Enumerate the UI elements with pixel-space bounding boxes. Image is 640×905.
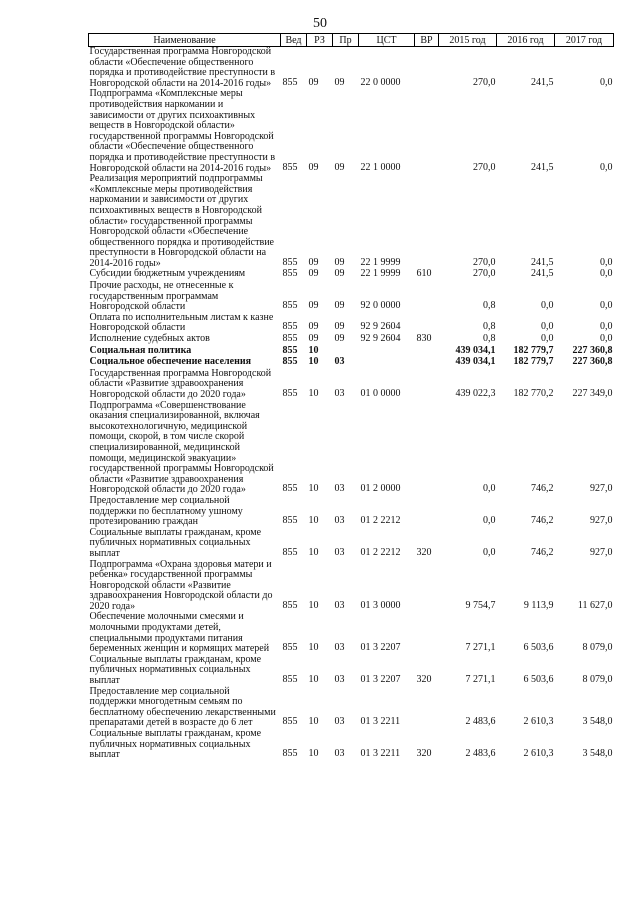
table-row <box>89 687 614 729</box>
name-cell: Подпрограмма «Совершенствование оказания специализированной, включая высокотехнологичную, медицинской помощи, скорой, в том числе скорой специализированной, медицинской помощи, медицинской эвакуации» государственной программы Новгородской области «Развитие здравоохранения Новгородской области до 2020 года» <box>89 399 274 496</box>
table-row <box>89 47 614 90</box>
budget-table <box>88 33 614 761</box>
amount-2016-cell: 0,0 <box>541 300 554 312</box>
amount-2016-cell: 0,0 <box>541 333 554 345</box>
rz-cell: 09 <box>308 268 319 280</box>
rz-cell: 10 <box>308 483 319 495</box>
amount-2017-cell: 8 079,0 <box>582 674 613 686</box>
name-cell: Социальное обеспечение населения <box>89 356 252 368</box>
pr-cell: 09 <box>334 321 345 333</box>
name-cell: Оплата по исполнительным листам к казне Новгородской области <box>89 311 274 334</box>
amount-2016-cell: 746,2 <box>531 483 554 495</box>
amount-2017-cell: 227 349,0 <box>572 388 613 399</box>
pr-cell: 09 <box>334 76 345 88</box>
pr-cell: 03 <box>334 356 345 368</box>
ved-cell: 855 <box>282 161 298 173</box>
amount-2017-cell: 3 548,0 <box>582 716 613 728</box>
amount-2015-cell: 0,0 <box>483 483 496 495</box>
cst-cell: 01 3 2211 <box>360 748 401 760</box>
vr-cell <box>415 687 439 729</box>
table-row <box>89 528 614 560</box>
amount-2017-cell: 0,0 <box>600 268 613 280</box>
pr-cell: 03 <box>334 642 345 654</box>
amount-2015-cell: 270,0 <box>473 268 496 280</box>
name-cell: Социальные выплаты гражданам, кроме публичных нормативных социальных выплат <box>89 728 262 761</box>
amount-2015-cell: 0,0 <box>483 546 496 558</box>
amount-2015-cell: 0,0 <box>483 515 496 527</box>
vr-cell <box>415 89 439 174</box>
amount-2016-cell: 746,2 <box>531 515 554 527</box>
vr-cell: 320 <box>416 748 432 760</box>
pr-cell: 03 <box>334 674 345 686</box>
amount-2017-cell: 0,0 <box>600 161 613 173</box>
cst-cell: 01 3 2211 <box>360 716 401 728</box>
table-row <box>89 729 614 761</box>
amount-2016-cell: 241,5 <box>531 161 554 173</box>
header-2017: 2017 год <box>555 34 614 47</box>
amount-2016-cell: 241,5 <box>531 76 554 88</box>
vr-cell <box>415 612 439 654</box>
name-cell: Исполнение судебных актов <box>89 333 210 345</box>
amount-2015-cell: 439 022,3 <box>455 388 496 399</box>
cst-cell <box>359 357 415 369</box>
header-rz: РЗ <box>307 34 333 47</box>
pr-cell: 03 <box>334 716 345 728</box>
amount-2016-cell: 746,2 <box>531 546 554 558</box>
name-cell: Социальная политика <box>89 344 192 356</box>
cst-cell: 22 1 0000 <box>360 161 401 173</box>
vr-cell: 320 <box>416 674 432 686</box>
name-cell: Прочие расходы, не отнесенные к государственным программам Новгородской области <box>89 280 234 313</box>
header-name: Наименование <box>89 34 281 47</box>
amount-2015-cell: 270,0 <box>473 256 496 268</box>
vr-cell <box>415 357 439 369</box>
ved-cell: 855 <box>282 642 298 654</box>
amount-2015-cell: 0,8 <box>483 333 496 345</box>
name-cell: Государственная программа Новгородской области «Обеспечение общественного порядка и противодействие преступности в Новгородской области на 2014-2016 годы» <box>89 46 276 89</box>
ved-cell: 855 <box>282 256 298 268</box>
amount-2016-cell: 2 610,3 <box>523 748 554 760</box>
cst-cell: 01 3 2207 <box>360 674 401 686</box>
ved-cell: 855 <box>282 716 298 728</box>
rz-cell: 10 <box>308 674 319 686</box>
table-row <box>89 612 614 654</box>
table-row <box>89 281 614 313</box>
rz-cell: 09 <box>308 256 319 268</box>
amount-2015-cell: 439 034,1 <box>455 356 496 368</box>
name-cell: Социальные выплаты гражданам, кроме публичных нормативных социальных выплат <box>89 526 262 559</box>
ved-cell: 855 <box>282 748 298 760</box>
ved-cell: 855 <box>282 546 298 558</box>
amount-2016-cell: 2 610,3 <box>523 716 554 728</box>
pr-cell: 09 <box>334 300 345 312</box>
pr-cell: 03 <box>334 483 345 495</box>
header-vr: ВР <box>415 34 439 47</box>
amount-2017-cell: 0,0 <box>600 256 613 268</box>
rz-cell: 09 <box>308 76 319 88</box>
rz-cell: 10 <box>308 716 319 728</box>
vr-cell <box>415 313 439 334</box>
vr-cell <box>415 281 439 313</box>
rz-cell: 09 <box>308 333 319 345</box>
page-number: 50 <box>313 16 327 31</box>
amount-2016-cell: 182 779,7 <box>513 344 554 356</box>
name-cell: Предоставление мер социальной поддержки многодетным семьям по бесплатному обеспечению лекарственными препаратами детей в возрасте до 6 лет <box>89 685 276 729</box>
cst-cell: 22 0 0000 <box>360 76 401 88</box>
table-row <box>89 89 614 174</box>
rz-cell: 10 <box>308 515 319 527</box>
amount-2015-cell: 0,8 <box>483 321 496 333</box>
table-row <box>89 655 614 687</box>
ved-cell: 855 <box>282 76 298 88</box>
pr-cell: 03 <box>334 748 345 760</box>
name-cell: Подпрограмма «Охрана здоровья матери и ребенка» государственной программы Новгородской области «Развитие здравоохранения Новгородской области до 2020 года» <box>89 558 273 612</box>
header-cst: ЦСТ <box>359 34 415 47</box>
amount-2015-cell: 439 034,1 <box>455 344 496 356</box>
table-row <box>89 334 614 346</box>
vr-cell: 830 <box>416 333 432 345</box>
cst-cell: 92 9 2604 <box>360 333 401 345</box>
cst-cell <box>359 346 415 358</box>
ved-cell: 855 <box>282 333 298 345</box>
vr-cell <box>415 174 439 269</box>
amount-2016-cell: 6 503,6 <box>523 642 554 654</box>
cst-cell: 01 2 2212 <box>360 546 401 558</box>
table-row <box>89 496 614 528</box>
amount-2015-cell: 2 483,6 <box>465 716 496 728</box>
vr-cell <box>415 369 439 401</box>
rz-cell: 10 <box>308 356 319 368</box>
pr-cell: 03 <box>334 546 345 558</box>
ved-cell: 855 <box>282 599 298 611</box>
ved-cell: 855 <box>282 483 298 495</box>
table-row <box>89 313 614 334</box>
amount-2015-cell: 9 754,7 <box>465 599 496 611</box>
vr-cell <box>415 401 439 496</box>
amount-2017-cell: 0,0 <box>600 333 613 345</box>
name-cell: Субсидии бюджетным учреждениям <box>89 268 246 280</box>
header-pr: Пр <box>333 34 359 47</box>
header-2016: 2016 год <box>497 34 555 47</box>
amount-2017-cell: 227 360,8 <box>572 344 613 356</box>
rz-cell: 10 <box>308 344 319 356</box>
ved-cell: 855 <box>282 268 298 280</box>
pr-cell: 09 <box>334 256 345 268</box>
rz-cell: 10 <box>308 388 319 399</box>
amount-2017-cell: 927,0 <box>590 515 613 527</box>
table-row <box>89 369 614 401</box>
amount-2016-cell: 0,0 <box>541 321 554 333</box>
name-cell: Социальные выплаты гражданам, кроме публичных нормативных социальных выплат <box>89 653 262 687</box>
vr-cell: 610 <box>416 268 432 280</box>
pr-cell: 03 <box>334 599 345 611</box>
cst-cell: 01 3 2207 <box>360 642 401 654</box>
cst-cell: 92 0 0000 <box>360 300 401 312</box>
amount-2015-cell: 270,0 <box>473 76 496 88</box>
ved-cell: 855 <box>282 321 298 333</box>
rz-cell: 09 <box>308 321 319 333</box>
amount-2016-cell: 6 503,6 <box>523 674 554 686</box>
table-row <box>89 174 614 269</box>
amount-2016-cell: 9 113,9 <box>523 599 554 611</box>
ved-cell: 855 <box>282 356 298 368</box>
amount-2016-cell: 241,5 <box>531 256 554 268</box>
vr-cell <box>415 346 439 358</box>
pr-cell: 09 <box>334 161 345 173</box>
amount-2017-cell: 3 548,0 <box>582 748 613 760</box>
amount-2015-cell: 270,0 <box>473 161 496 173</box>
vr-cell <box>415 496 439 528</box>
pr-cell: 03 <box>334 388 345 399</box>
cst-cell: 01 3 0000 <box>360 599 401 611</box>
vr-cell <box>415 47 439 90</box>
rz-cell: 09 <box>308 300 319 312</box>
name-cell: Государственная программа Новгородской области «Развитие здравоохранения Новгородской области до 2020 года» <box>89 367 272 400</box>
rz-cell: 10 <box>308 546 319 558</box>
rz-cell: 09 <box>308 161 319 173</box>
table-header-row <box>89 34 614 47</box>
ved-cell: 855 <box>282 388 298 399</box>
amount-2015-cell: 7 271,1 <box>465 674 496 686</box>
table-body <box>89 47 614 761</box>
rz-cell: 10 <box>308 642 319 654</box>
header-ved: Вед <box>281 34 307 47</box>
pr-cell: 09 <box>334 268 345 280</box>
pr-cell: 03 <box>334 515 345 527</box>
amount-2017-cell: 227 360,8 <box>572 356 613 368</box>
cst-cell: 01 0 0000 <box>360 388 401 399</box>
amount-2015-cell: 0,8 <box>483 300 496 312</box>
ved-cell: 855 <box>282 300 298 312</box>
rz-cell: 10 <box>308 748 319 760</box>
amount-2015-cell: 7 271,1 <box>465 642 496 654</box>
amount-2015-cell: 2 483,6 <box>465 748 496 760</box>
amount-2017-cell: 0,0 <box>600 321 613 333</box>
header-2015: 2015 год <box>439 34 497 47</box>
cst-cell: 22 1 9999 <box>360 268 401 280</box>
amount-2017-cell: 927,0 <box>590 546 613 558</box>
name-cell: Обеспечение молочными смесями и молочными продуктами детей, специальными продуктами питания беременных женщин и кормящих матерей <box>89 611 270 655</box>
cst-cell: 22 1 9999 <box>360 256 401 268</box>
amount-2017-cell: 927,0 <box>590 483 613 495</box>
pr-cell: 09 <box>334 333 345 345</box>
ved-cell: 855 <box>282 674 298 686</box>
name-cell: Реализация мероприятий подпрограммы «Комплексные меры противодействия наркомании и зависимости от других психоактивных веществ в Новгородской области» государственной программы Новгородской области «Обеспечение общественного порядка и противодействие преступности в Новгородской области на 2014-2016 годы» <box>89 173 274 269</box>
amount-2016-cell: 241,5 <box>531 268 554 280</box>
name-cell: Предоставление мер социальной поддержки по бесплатному ушному протезированию граждан <box>89 494 243 528</box>
vr-cell: 320 <box>416 546 432 558</box>
cst-cell: 01 2 0000 <box>360 483 401 495</box>
amount-2017-cell: 0,0 <box>600 300 613 312</box>
amount-2017-cell: 8 079,0 <box>582 642 613 654</box>
amount-2016-cell: 182 779,7 <box>513 356 554 368</box>
rz-cell: 10 <box>308 599 319 611</box>
ved-cell: 855 <box>282 344 298 356</box>
vr-cell <box>415 560 439 613</box>
table-row <box>89 560 614 613</box>
name-cell: Подпрограмма «Комплексные меры противодействия наркомании и зависимости от других психоактивных веществ в Новгородской области» государственной программы Новгородской области «Обеспечение общественного порядка и противодействие преступности в Новгородской области на 2014-2016 годы» <box>89 88 276 174</box>
cst-cell: 01 2 2212 <box>360 515 401 527</box>
amount-2017-cell: 0,0 <box>600 76 613 88</box>
amount-2017-cell: 11 627,0 <box>577 599 613 611</box>
amount-2016-cell: 182 770,2 <box>513 388 554 399</box>
table-row <box>89 401 614 496</box>
cst-cell: 92 9 2604 <box>360 321 401 333</box>
ved-cell: 855 <box>282 515 298 527</box>
